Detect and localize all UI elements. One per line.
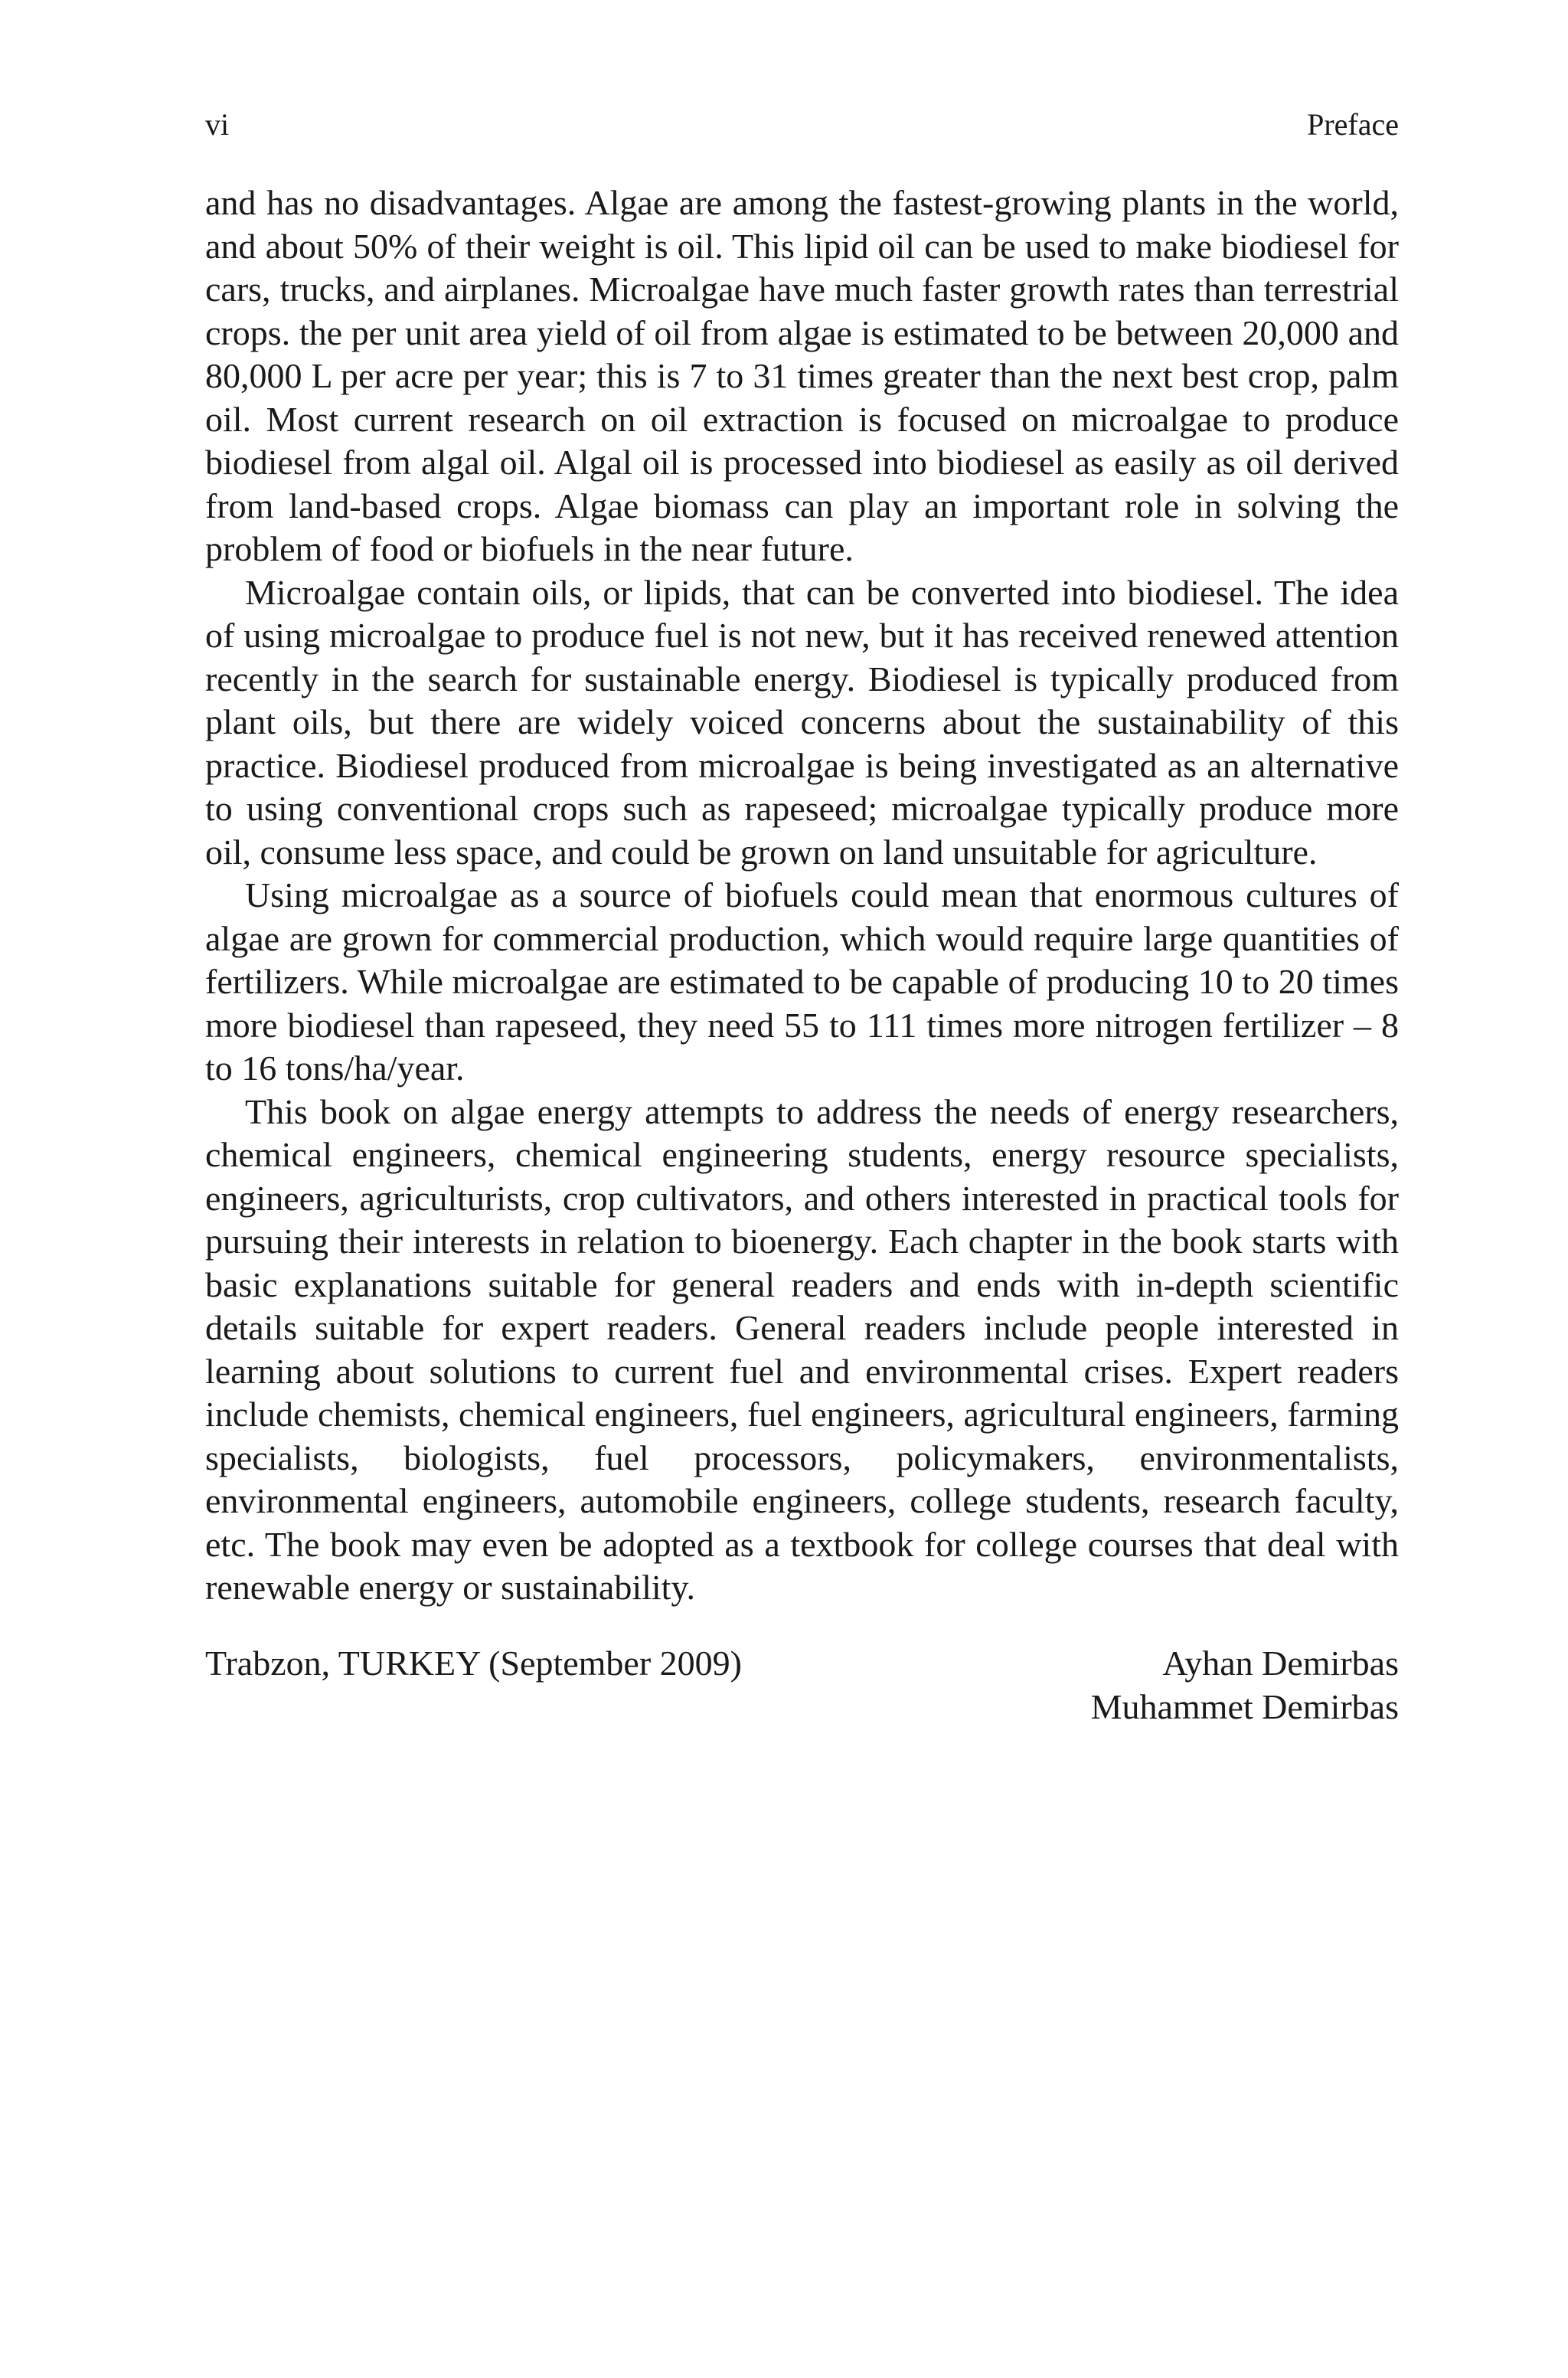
paragraph-3: Using microalgae as a source of biofuels could mean that enormous cultures of algae are grown for commercial production, which would require large quantities of fertilizers. While microalgae are estimated to be capable of producing 10 to 20 times more biodiesel than rapeseed, they need 55 to 111 times more nitrogen fertilizer – 8 to 16 tons/ha/year.	[205, 875, 1399, 1088]
author-name: Ayhan Demirbas	[1162, 1644, 1399, 1683]
paragraph-4: This book on algae energy attempts to address the needs of energy researchers, chemical engineers, chemical engineering students, energy resource specialists, engineers, agriculturists, crop cultivators, and others interested in practical tools for pursuing their interests in relation to bioenergy. Each chapter in the book starts with basic explanations suitable for general readers and ends with in-depth scientific details suitable for expert readers. General readers include people interested in learning about solutions to current fuel and environmental crises. Expert readers include chemists, chemical engineers, fuel engineers, agricultural engineers, farming specialists, biologists, fuel processors, policymakers, environmentalists, environmental engineers, automobile engineers, college students, research faculty, etc. The book may even be adopted as a textbook for college courses that deal with renewable energy or sustainability.	[205, 1091, 1399, 1607]
running-head	[205, 106, 1399, 144]
section-title: Preface	[1307, 107, 1399, 142]
authors	[1091, 1642, 1399, 1729]
paragraph-1: and has no disadvantages. Algae are among the fastest-growing plants in the world, and about 50% of their weight is oil. This lipid oil can be used to make biodiesel for cars, trucks, and airplanes. Microalgae have much faster growth rates than terrestrial crops. the per unit area yield of oil from algae is estimated to be between 20,000 and 80,000 L per acre per year; this is 7 to 31 times greater than the next best crop, palm oil. Most current research on oil extraction is focused on microalgae to produce biodiesel from algal oil. Algal oil is processed into biodiesel as easily as oil derived from land-based crops. Algae biomass can play an important role in solving the problem of food or biofuels in the near future.	[205, 183, 1399, 568]
place-and-date: Trabzon, TURKEY (September 2009)	[205, 1644, 742, 1683]
page-number: vi	[205, 107, 230, 142]
paragraph-2: Microalgae contain oils, or lipids, that can be converted into biodiesel. The idea of using microalgae to produce fuel is not new, but it has received renewed attention recently in the search for sustainable energy. Biodiesel is typically produced from plant oils, but there are widely voiced concerns about the sustainability of this practice. Biodiesel produced from microalgae is being investigated as an alternative to using conventional crops such as rapeseed; microalgae typically produce more oil, consume less space, and could be grown on land unsuitable for agriculture.	[205, 572, 1399, 872]
preface-body	[205, 182, 1399, 1610]
author-name: Muhammet Demirbas	[1090, 1686, 1399, 1726]
